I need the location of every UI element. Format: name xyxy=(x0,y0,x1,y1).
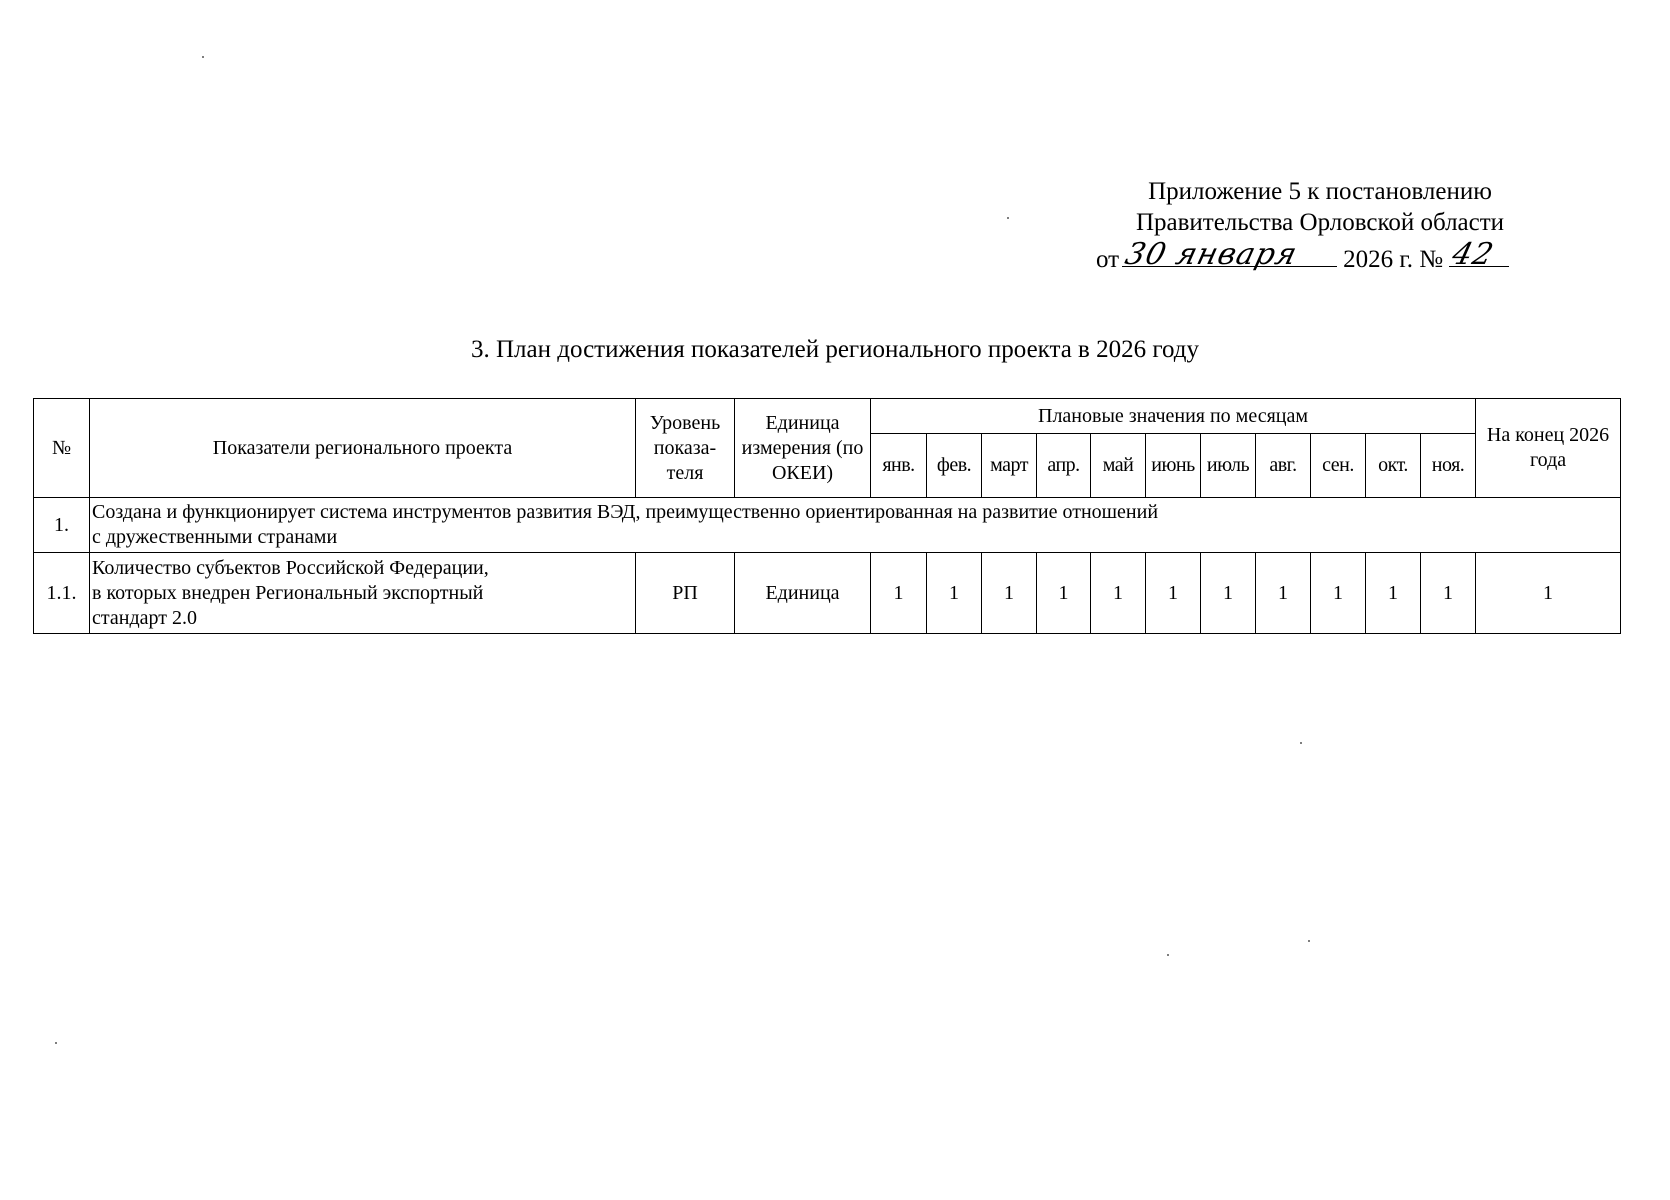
indicator-name xyxy=(90,553,636,634)
section-text xyxy=(90,498,1621,553)
appendix-line-1: Приложение 5 к постановлению xyxy=(1148,178,1492,205)
scan-speck xyxy=(202,56,204,58)
monthly-value: 1 xyxy=(927,553,982,634)
monthly-value: 1 xyxy=(1201,553,1256,634)
indicator-num: 1.1. xyxy=(34,553,90,634)
appendix-line-3 xyxy=(1090,238,1550,275)
section-num: 1. xyxy=(34,498,90,553)
monthly-value: 1 xyxy=(871,553,927,634)
section-title: 3. План достижения показателей регионального проекта в 2026 году xyxy=(470,336,1199,363)
section-text-line-1: Создана и функционирует система инструментов развития ВЭД, преимущественно ориентированная на развитие отношений xyxy=(92,501,1159,523)
handwritten-number: 42 xyxy=(1448,237,1498,272)
indicator-level: РП xyxy=(636,553,735,634)
scan-speck xyxy=(55,1042,57,1044)
from-label: от xyxy=(1096,246,1120,273)
header-indicator: Показатели регионального проекта xyxy=(90,399,636,498)
appendix-header xyxy=(1090,176,1550,275)
header-month: июль xyxy=(1201,434,1256,498)
header-monthly-group: Плановые значения по месяцам xyxy=(871,399,1476,434)
header-month: июнь xyxy=(1146,434,1201,498)
header-end-of-year: На конец 2026 года xyxy=(1476,399,1621,498)
appendix-line-2: Правительства Орловской области xyxy=(1135,209,1505,236)
monthly-value: 1 xyxy=(1311,553,1366,634)
monthly-value: 1 xyxy=(1091,553,1146,634)
indicator-unit: Единица xyxy=(735,553,871,634)
header-month: фев. xyxy=(927,434,982,498)
header-month: ноя. xyxy=(1421,434,1476,498)
monthly-value: 1 xyxy=(1421,553,1476,634)
header-month: янв. xyxy=(871,434,927,498)
plan-table xyxy=(33,398,1621,634)
indicator-name-line-2: в которых внедрен Региональный экспортный xyxy=(92,581,484,604)
header-month: май xyxy=(1091,434,1146,498)
monthly-value: 1 xyxy=(1146,553,1201,634)
handwritten-date: 30 января xyxy=(1121,237,1302,272)
indicator-row xyxy=(34,553,1621,634)
number-field xyxy=(1448,237,1509,272)
header-month: окт. xyxy=(1366,434,1421,498)
header-month: март xyxy=(982,434,1037,498)
section-text-line-2: с дружественными странами xyxy=(92,526,338,548)
monthly-value: 1 xyxy=(1037,553,1091,634)
header-num: № xyxy=(34,399,90,498)
monthly-value: 1 xyxy=(1256,553,1311,634)
end-of-year-value: 1 xyxy=(1476,553,1621,634)
year-label: 2026 г. № xyxy=(1343,246,1444,273)
indicator-name-line-1: Количество субъектов Российской Федерации, xyxy=(92,556,489,579)
monthly-value: 1 xyxy=(1366,553,1421,634)
header-month: апр. xyxy=(1037,434,1091,498)
header-unit: Единица измерения (по ОКЕИ) xyxy=(735,399,871,498)
scan-speck xyxy=(1007,217,1009,219)
scan-speck xyxy=(1300,742,1302,744)
header-month: авг. xyxy=(1256,434,1311,498)
scan-speck xyxy=(1167,954,1169,956)
indicator-name-line-3: стандарт 2.0 xyxy=(92,606,197,629)
date-field xyxy=(1121,237,1337,272)
section-row xyxy=(34,498,1621,553)
scan-speck xyxy=(1308,940,1310,942)
header-level: Уровень показа-теля xyxy=(636,399,735,498)
monthly-value: 1 xyxy=(982,553,1037,634)
header-month: сен. xyxy=(1311,434,1366,498)
